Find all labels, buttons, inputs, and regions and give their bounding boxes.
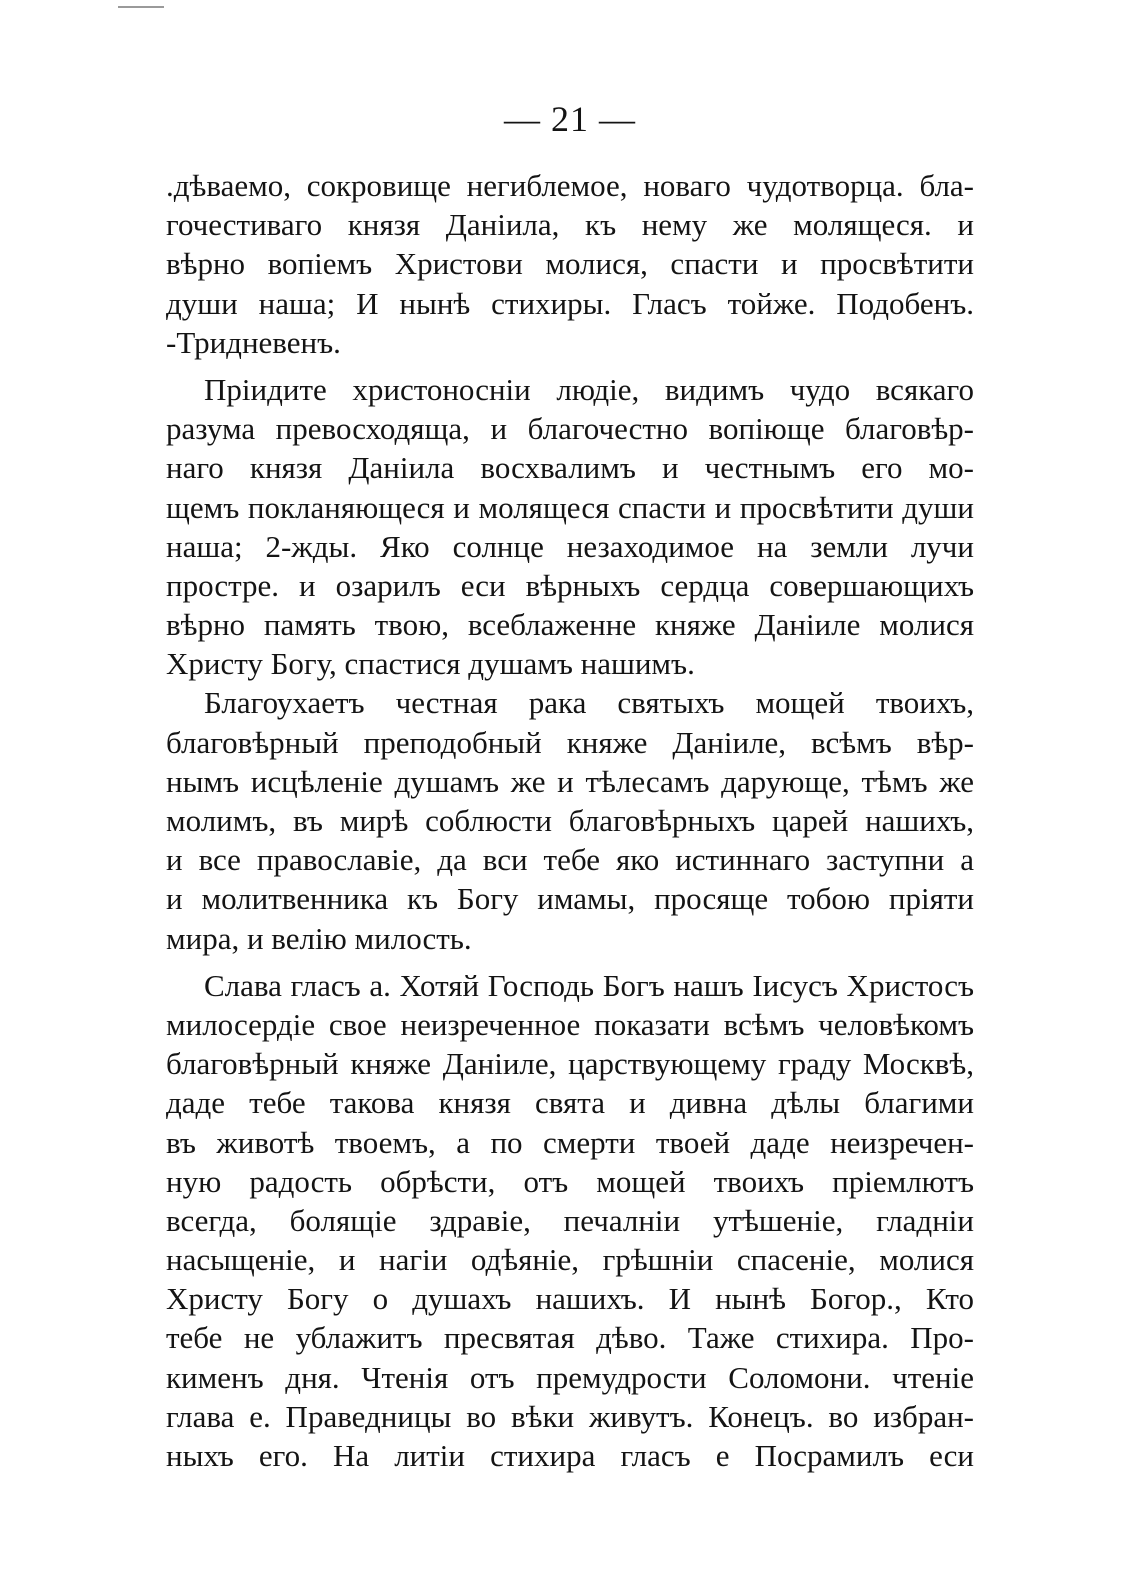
text-line: гочестиваго князя Даніила, къ нему же молящеся. и xyxy=(166,207,974,243)
text-line: Христу Богу, спастися душамъ нашимъ. xyxy=(166,646,695,682)
text-line: милосердіе свое неизреченное показати всѣмъ человѣкомъ xyxy=(166,1006,974,1042)
text-line: щемъ покланяющеся и молящеся спасти и просвѣтити души xyxy=(166,489,974,525)
text-line: ную радость обрѣсти, отъ мощей твоихъ пріемлютъ xyxy=(166,1163,974,1199)
paragraph xyxy=(166,683,974,957)
text-line: разума превосходяща, и благочестно вопіюще благовѣр- xyxy=(166,411,974,447)
text-line: глава е. Праведницы во вѣки живутъ. Конецъ. во избран- xyxy=(166,1398,974,1434)
text-line: наго князя Даніила восхвалимъ и честнымъ его мо- xyxy=(166,450,974,486)
text-line: и все православіе, да вси тебе яко истиннаго заступни а xyxy=(166,842,974,878)
text-line: благовѣрный княже Даніиле, царствующему граду Москвѣ, xyxy=(166,1046,974,1082)
paragraph xyxy=(166,966,974,1475)
text-line: благовѣрный преподобный княже Даніиле, всѣмъ вѣр- xyxy=(166,724,974,760)
text-line: Пріидите христоносніи людіе, видимъ чудо всякаго xyxy=(204,371,974,407)
text-line: и молитвенника къ Богу имамы, просяще тобою пріяти xyxy=(166,881,974,917)
text-line: Христу Богу о душахъ нашихъ. И нынѣ Богор., Кто xyxy=(166,1281,974,1317)
text-line: ныхъ его. На литіи стихира гласъ е Посрамилъ еси xyxy=(166,1438,974,1473)
text-line: души наша; И нынѣ стихиры. Гласъ тойже. Подобенъ. xyxy=(166,285,974,321)
text-line: Слава гласъ а. Хотяй Господь Богъ нашъ Іисусъ Христосъ xyxy=(204,967,974,1003)
text-line: нымъ исцѣленіе душамъ же и тѣлесамъ дарующе, тѣмъ же xyxy=(166,763,974,799)
text-line: мира, и велію милость. xyxy=(166,920,472,956)
text-line: тебе не ублажитъ пресвятая дѣво. Таже стихира. Про- xyxy=(166,1320,974,1356)
text-line: всегда, болящіе здравіе, печалніи утѣшеніе, гладніи xyxy=(166,1202,974,1238)
top-rule xyxy=(118,6,164,8)
text-line: вѣрно вопіемъ Христови молися, спасти и просвѣтити xyxy=(166,246,974,282)
body-text xyxy=(166,166,974,1475)
text-line: наша; 2-жды. Яко солнце незаходимое на земли лучи xyxy=(166,528,974,564)
text-line: въ животѣ твоемъ, а по смерти твоей даде неизречен- xyxy=(166,1124,974,1160)
text-line: -Тридневенъ. xyxy=(166,324,341,360)
text-line: кименъ дня. Чтенія отъ премудрости Соломони. чтеніе xyxy=(166,1359,974,1395)
text-line: .дѣваемо, сокровище негиблемое, новаго чудотворца. бла- xyxy=(166,168,974,203)
text-line: насыщеніе, и нагіи одѣяніе, грѣшніи спасеніе, молися xyxy=(166,1242,974,1278)
text-line: даде тебе такова князя свята и дивна дѣлы благими xyxy=(166,1085,974,1121)
page-number: — 21 — xyxy=(504,99,636,139)
paragraph xyxy=(166,166,974,362)
text-line: простре. и озарилъ еси вѣрныхъ сердца совершающихъ xyxy=(166,567,974,603)
paragraph xyxy=(166,370,974,684)
text-line: Благоухаетъ честная рака святыхъ мощей твоихъ, xyxy=(204,685,974,721)
text-line: молимъ, въ мирѣ соблюсти благовѣрныхъ царей нашихъ, xyxy=(166,803,974,838)
text-line: вѣрно память твою, всеблаженне княже Даніиле молися xyxy=(166,607,974,643)
